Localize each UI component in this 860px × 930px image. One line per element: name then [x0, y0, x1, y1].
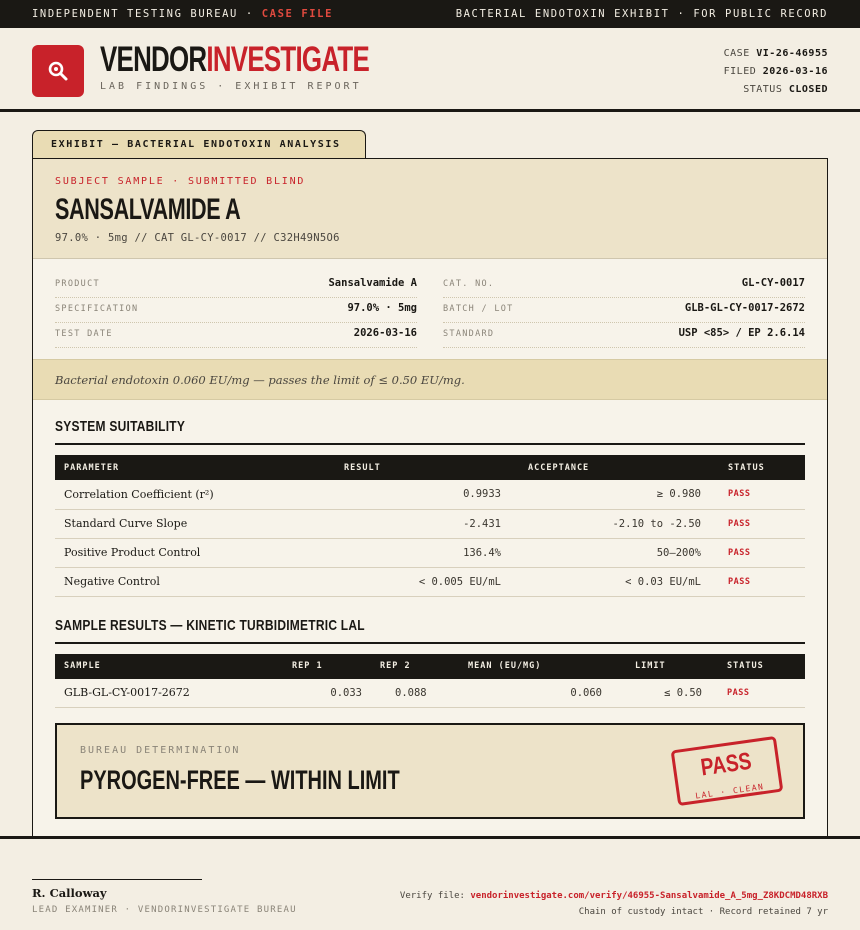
verify-block	[400, 888, 828, 920]
signer-role: LEAD EXAMINER · VENDORINVESTIGATE BUREAU	[32, 905, 297, 915]
column-header: SAMPLE	[55, 654, 283, 679]
status-cell: PASS	[710, 509, 805, 538]
subject-name: SANSALVAMIDE A	[55, 193, 241, 226]
column-header: RESULT	[335, 455, 510, 480]
table-header-row	[55, 654, 805, 679]
result-summary: Bacterial endotoxin 0.060 EU/mg — passes the limit of ≤ 0.50 EU/mg.	[33, 359, 827, 400]
table-row	[55, 679, 805, 708]
result-cell: -2.431	[335, 509, 510, 538]
exhibit-panel	[32, 158, 828, 837]
status-label: STATUS	[743, 84, 783, 95]
top-bar-left	[32, 8, 333, 20]
limit-cell: ≤ 0.50	[611, 679, 711, 708]
case-number: VI-26-46955	[756, 48, 828, 59]
column-header: REP 1	[283, 654, 371, 679]
filed-date: 2026-03-16	[762, 66, 828, 77]
field-value: 97.0% · 5mg	[347, 302, 417, 314]
field-row	[55, 298, 417, 323]
page-footer	[0, 836, 860, 930]
filed-label: FILED	[723, 66, 757, 77]
status-cell: PASS	[710, 567, 805, 596]
case-file-label: CASE FILE	[261, 8, 334, 20]
field-label: SPECIFICATION	[55, 304, 139, 314]
field-value: USP <85> / EP 2.6.14	[678, 327, 805, 339]
acceptance-cell: 50–200%	[510, 538, 710, 567]
subject-kicker: SUBJECT SAMPLE · SUBMITTED BLIND	[55, 176, 306, 187]
brand-tagline: LAB FINDINGS · EXHIBIT REPORT	[100, 81, 362, 92]
parameter-cell: Standard Curve Slope	[55, 509, 335, 538]
suitability-heading: SYSTEM SUITABILITY	[55, 418, 186, 435]
parameter-cell: Correlation Coefficient (r²)	[55, 480, 335, 509]
status-cell: PASS	[710, 480, 805, 509]
column-header: REP 2	[371, 654, 459, 679]
rep1-cell: 0.033	[283, 679, 371, 708]
brand-part-1: VENDOR	[100, 40, 207, 79]
status-value: CLOSED	[788, 84, 828, 95]
column-header: LIMIT	[611, 654, 711, 679]
fields-right	[443, 273, 805, 359]
field-label: BATCH / LOT	[443, 304, 514, 314]
signer-name: R. Calloway	[32, 886, 107, 900]
field-value: GLB-GL-CY-0017-2672	[684, 302, 805, 314]
sample-fields	[33, 259, 827, 359]
parameter-cell: Negative Control	[55, 567, 335, 596]
suitability-table	[55, 455, 805, 597]
field-row	[55, 273, 417, 298]
magnifier-icon	[46, 59, 70, 83]
column-header: STATUS	[710, 455, 805, 480]
exhibit-tab: EXHIBIT — BACTERIAL ENDOTOXIN ANALYSIS	[32, 130, 366, 159]
bureau-determination	[55, 723, 805, 819]
column-header: ACCEPTANCE	[510, 455, 710, 480]
determination-value: PYROGEN-FREE — WITHIN LIMIT	[80, 765, 400, 795]
custody-note: Chain of custody intact · Record retained 7 yr	[578, 907, 828, 917]
result-cell: 136.4%	[335, 538, 510, 567]
parameter-cell: Positive Product Control	[55, 538, 335, 567]
field-row	[443, 298, 805, 323]
field-value: GL-CY-0017	[741, 277, 805, 289]
page-header	[0, 28, 860, 112]
table-row	[55, 567, 805, 596]
field-row	[55, 323, 417, 348]
status-cell: PASS	[710, 538, 805, 567]
table-row	[55, 538, 805, 567]
subject-section	[33, 159, 827, 259]
table-row	[55, 480, 805, 509]
acceptance-cell: < 0.03 EU/mL	[510, 567, 710, 596]
field-value: 2026-03-16	[353, 327, 417, 339]
brand-part-2: INVESTIGATE	[206, 40, 370, 79]
subject-specline: 97.0% · 5mg // CAT GL-CY-0017 // C32H49N5O6	[55, 232, 340, 244]
table-row	[55, 509, 805, 538]
result-cell: < 0.005 EU/mL	[335, 567, 510, 596]
acceptance-cell: -2.10 to -2.50	[510, 509, 710, 538]
verify-label: Verify file:	[399, 891, 471, 901]
field-label: TEST DATE	[55, 329, 113, 339]
suitability-title	[55, 416, 805, 445]
table-header-row	[55, 455, 805, 480]
case-meta	[724, 45, 828, 99]
case-label: CASE	[723, 48, 750, 59]
field-label: STANDARD	[443, 329, 495, 339]
result-cell: 0.9933	[335, 480, 510, 509]
acceptance-cell: ≥ 0.980	[510, 480, 710, 509]
mean-cell: 0.060	[459, 679, 611, 708]
column-header: MEAN (EU/MG)	[459, 654, 611, 679]
bureau-label: INDEPENDENT TESTING BUREAU ·	[32, 8, 262, 20]
signature-line	[32, 879, 202, 880]
logo	[32, 45, 84, 97]
results-table	[55, 654, 805, 709]
status-cell: PASS	[711, 679, 805, 708]
field-label: PRODUCT	[55, 279, 100, 289]
brand-wordmark	[100, 40, 369, 80]
rep2-cell: 0.088	[371, 679, 459, 708]
results-heading: SAMPLE RESULTS — KINETIC TURBIDIMETRIC LAL	[55, 616, 365, 634]
determination-kicker: BUREAU DETERMINATION	[80, 745, 241, 756]
fields-left	[55, 273, 417, 359]
stamp-main: PASS	[699, 747, 754, 782]
stamp-sub: LAL · CLEAN	[694, 782, 765, 801]
pass-stamp	[671, 736, 784, 806]
top-bar	[0, 0, 860, 28]
column-header: STATUS	[711, 654, 805, 679]
column-header: PARAMETER	[55, 455, 335, 480]
verify-link[interactable]: vendorinvestigate.com/verify/46955-Sansalvamide_A_5mg_Z8KDCMD48RXB	[470, 891, 828, 901]
field-row	[443, 273, 805, 298]
top-bar-right: BACTERIAL ENDOTOXIN EXHIBIT · FOR PUBLIC RECORD	[455, 8, 828, 20]
field-value: Sansalvamide A	[328, 277, 417, 289]
sample-cell: GLB-GL-CY-0017-2672	[55, 679, 283, 708]
field-row	[443, 323, 805, 348]
results-title	[55, 615, 805, 644]
field-label: CAT. NO.	[443, 279, 495, 289]
